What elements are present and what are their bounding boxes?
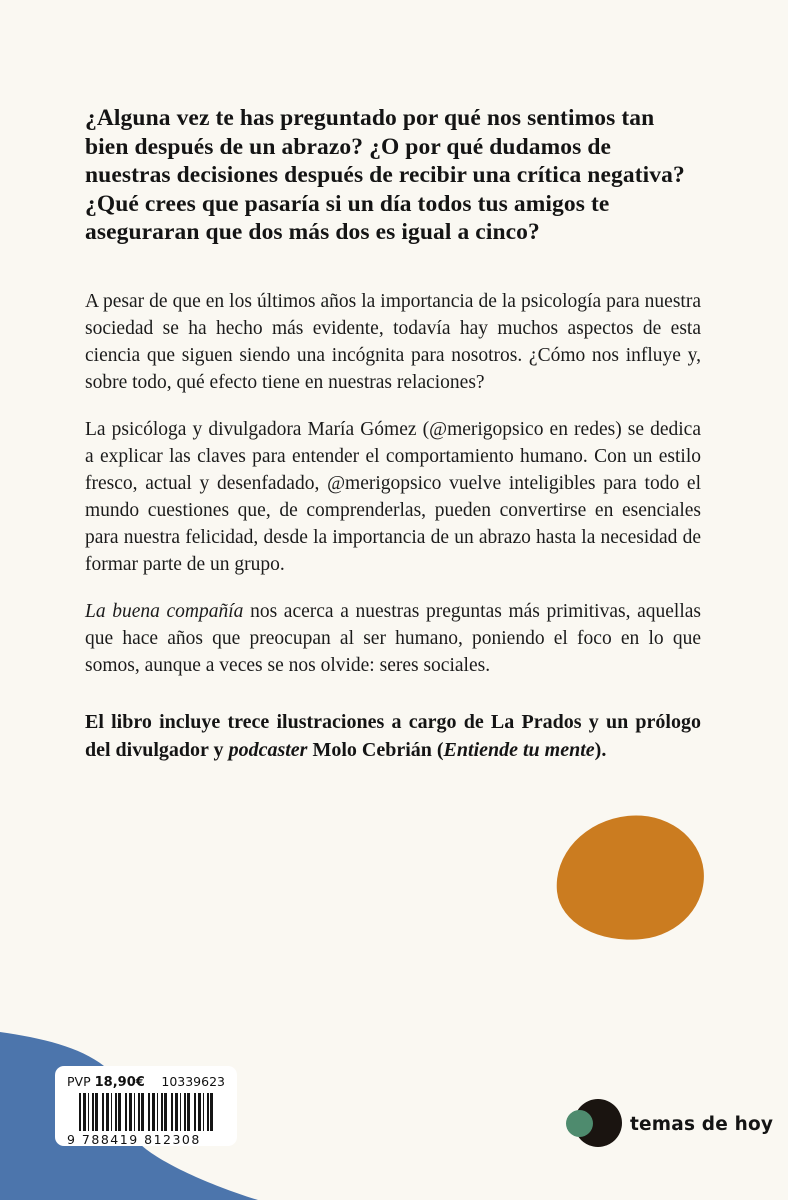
barcode-label bbox=[55, 1066, 237, 1146]
book-title-italic: La buena compañía bbox=[85, 601, 244, 622]
paragraph-book-title-rest: nos acerca a nuestras preguntas más primitivas, aquellas que hace años que preocupan al ser humano, poniendo el foco en lo que somos, aunque a veces se nos olvide: seres sociales. bbox=[85, 601, 701, 676]
publisher-name: temas de hoy bbox=[630, 1113, 774, 1135]
barcode-header-row bbox=[67, 1075, 225, 1089]
publisher-logo bbox=[566, 1097, 773, 1151]
price-value: 18,90€ bbox=[94, 1075, 145, 1090]
note-text-mid: Molo Cebrián ( bbox=[307, 739, 444, 761]
publisher-logo-circles-icon bbox=[566, 1097, 623, 1151]
note-text: El libro incluye trece ilustraciones a cargo de La Prados y un prólogo del divulgador y bbox=[85, 711, 701, 761]
pvp-label: PVP bbox=[67, 1074, 91, 1089]
note-podcaster-italic: podcaster bbox=[228, 739, 308, 761]
headline-questions: ¿Alguna vez te has preguntado por qué nos sentimos tan bien después de un abrazo? ¿O por qué dudamos de nuestras decisiones después de recibir una crítica negativa? ¿Qué crees que pasaría si un día todos tus amigos te aseguraran que dos más dos es igual a cinco? bbox=[85, 105, 685, 245]
price-group bbox=[67, 1075, 145, 1089]
barcode-bars-icon bbox=[79, 1093, 217, 1131]
paragraph-book-title bbox=[85, 598, 701, 679]
paragraph-illustrations-note bbox=[85, 708, 701, 764]
logo-green-circle-icon bbox=[566, 1110, 593, 1137]
note-text-end: ). bbox=[594, 739, 607, 761]
note-podcast-title-italic: Entiende tu mente bbox=[443, 739, 595, 761]
paragraph-author-description: La psicóloga y divulgadora María Gómez (@merigopsico en redes) se dedica a explicar las claves para entender el comportamiento humano. Con un estilo fresco, actual y desenfadado, @merigopsico vuelve inteligibles para todo el mundo cuestiones que, de comprenderlas, pueden convertirse en esenciales para nuestra felicidad, desde la importancia de un abrazo hasta la necesidad de formar parte de un grupo. bbox=[85, 419, 701, 575]
ean-number: 9 788419 812308 bbox=[67, 1132, 201, 1147]
product-code: 10339623 bbox=[161, 1074, 225, 1089]
synopsis-text-block bbox=[85, 288, 701, 784]
paragraph-psychology-intro: A pesar de que en los últimos años la importancia de la psicología para nuestra sociedad se ha hecho más evidente, todavía hay muchos aspectos de esta ciencia que siguen siendo una incógnita para nosotros. ¿Cómo nos influye y, sobre todo, qué efecto tiene en nuestras relaciones? bbox=[85, 291, 701, 393]
orange-blob-icon bbox=[550, 809, 710, 948]
